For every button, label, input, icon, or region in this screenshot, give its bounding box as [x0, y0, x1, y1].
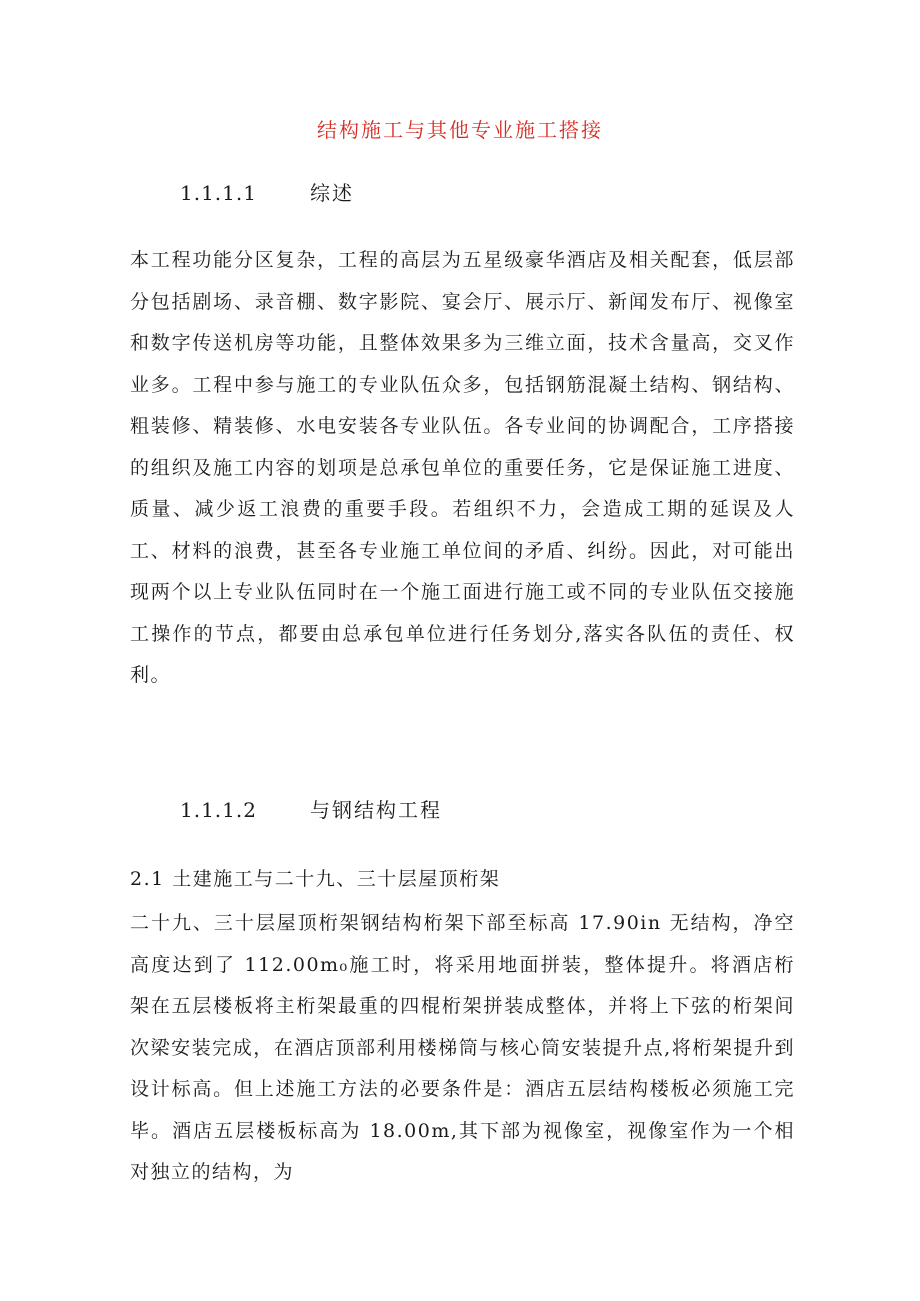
- section-number: 1.1.1.2: [180, 798, 257, 822]
- section-heading-steel: [180, 795, 442, 825]
- section-title: 与钢结构工程: [310, 798, 442, 822]
- subsection-heading: 2.1 土建施工与二十九、三十层屋顶桁架: [130, 868, 501, 890]
- overview-paragraph: 本工程功能分区复杂，工程的高层为五星级豪华酒店及相关配套，低层部分包括剧场、录音棚、数字影院、宴会厅、展示厅、新闻发布厅、视像室和数字传送机房等功能，且整体效果多为三维立面，技术含量高，交叉作业多。工程中参与施工的专业队伍众多，包括钢筋混凝土结构、钢结构、粗装修、精装修、水电安装各专业队伍。各专业间的协调配合，工序搭接的组织及施工内容的划项是总承包单位的重要任务，它是保证施工进度、质量、减少返工浪费的重要手段。若组织不力，会造成工期的延误及人工、材料的浪费，甚至各专业施工单位间的矛盾、纠纷。因此，对可能出现两个以上专业队伍同时在一个施工面进行施工或不同的专业队伍交接施工操作的节点，都要由总承包单位进行任务划分,落实各队伍的责任、权利。: [130, 249, 795, 686]
- document-title: 结构施工与其他专业施工搭接: [317, 118, 603, 142]
- section-heading-overview: [180, 178, 354, 208]
- steel-paragraph: 二十九、三十层屋顶桁架钢结构桁架下部至标高 17.90in 无结构，净空高度达到了 112.00m₀施工时，将采用地面拼装，整体提升。将酒店桁架在五层楼板将主桁架最重的四棍桁架拼装成整体，并将上下弦的桁架间次梁安装完成，在酒店顶部利用楼梯筒与核心筒安装提升点,将桁架提升到设计标高。但上述施工方法的必要条件是：酒店五层结构楼板必须施工完毕。酒店五层楼板标高为 18.00m,其下部为视像室，视像室作为一个相对独立的结构，为: [130, 912, 795, 1183]
- section-title: 综述: [310, 181, 354, 205]
- section-number: 1.1.1.1: [180, 181, 257, 205]
